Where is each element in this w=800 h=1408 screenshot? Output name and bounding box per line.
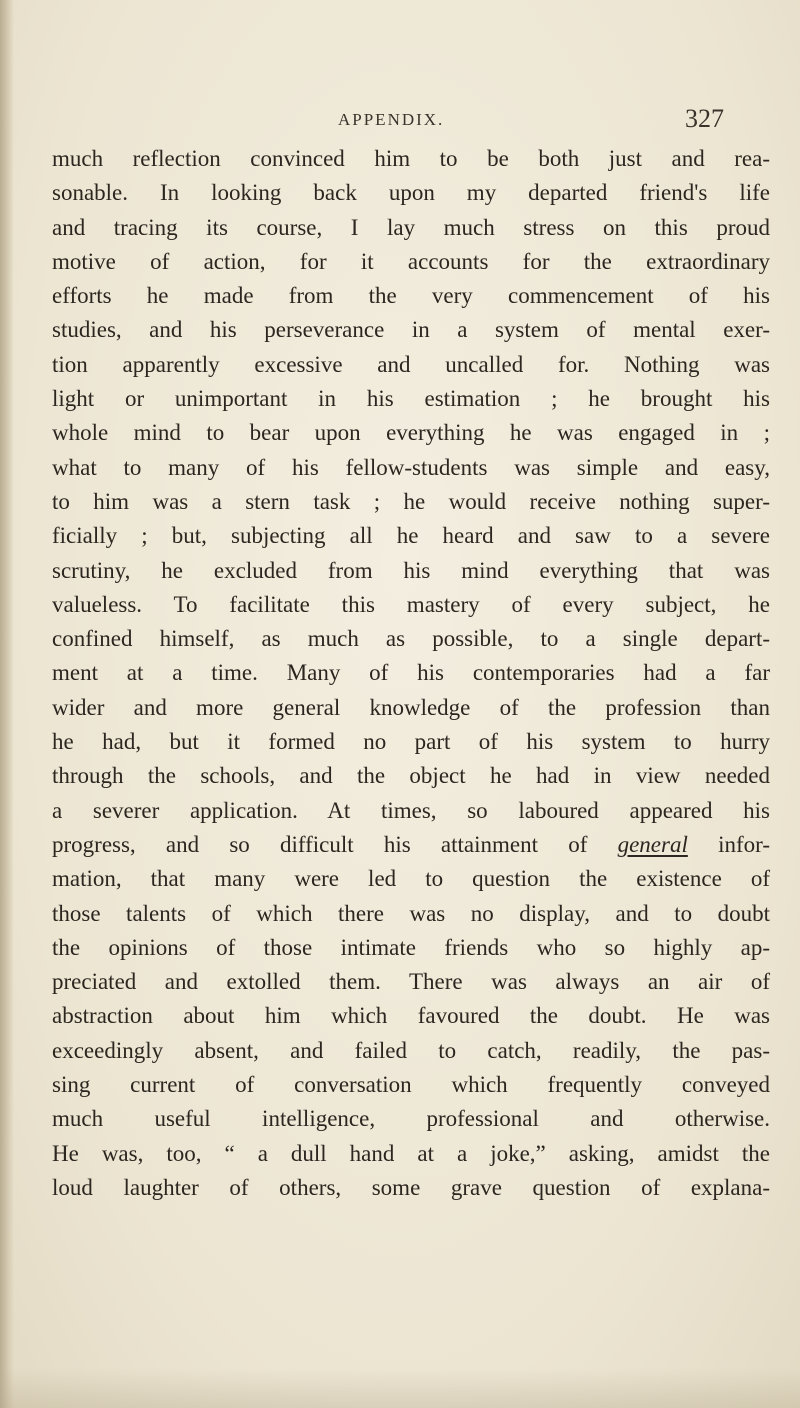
text-line: those talents of which there was no display, and to doubt [52,900,770,926]
text-line: loud laughter of others, some grave question of explana- [52,1174,770,1200]
page-number: 327 [685,104,724,133]
text-line: the opinions of those intimate friends who so highly ap- [52,934,770,960]
text-line: light or unimportant in his estimation ; he brought his [52,386,770,412]
text-line: sonable. In looking back upon my departed friend's life [52,180,770,206]
text-line-end: infor- [718,831,770,857]
text-line: much reflection convinced him to be both just and rea- [52,146,770,171]
text-line: what to many of his fellow-students was simple and easy, [52,454,770,480]
text-line: motive of action, for it accounts for the extraordinary [52,248,770,274]
text-line: valueless. To facilitate this mastery of every subject, he [52,591,770,617]
text-line: ment at a time. Many of his contemporaries had a far [52,660,770,686]
text-line: wider and more general knowledge of the profession than [52,694,770,720]
binding-edge [0,0,14,1408]
text-line: preciated and extolled them. There was always an air of [52,969,770,995]
text-line-with-italic [52,828,770,862]
text-line: He was, too, “ a dull hand at a joke,” asking, amidst the [52,1140,770,1166]
text-line: sing current of conversation which frequently conveyed [52,1072,770,1098]
text-line: whole mind to bear upon everything he was engaged in ; [52,420,770,446]
text-line: tion apparently excessive and uncalled for. Nothing was [52,351,770,377]
text-line: ficially ; but, subjecting all he heard and saw to a severe [52,523,770,549]
text-line: mation, that many were led to question the existence of [52,866,770,892]
text-line-start: progress, and so difficult his attainment of [52,831,588,857]
text-line: through the schools, and the object he had in view needed [52,763,770,789]
text-line: exceedingly absent, and failed to catch, readily, the pas- [52,1037,770,1063]
text-line: much useful intelligence, professional and otherwise. [52,1106,770,1132]
text-line: he had, but it formed no part of his system to hurry [52,729,770,755]
italic-word: general [617,831,688,857]
text-line: confined himself, as much as possible, to a single depart- [52,626,770,652]
text-line: efforts he made from the very commencement of his [52,283,770,309]
text-line: studies, and his perseverance in a system of mental exer- [52,317,770,343]
page-bottom-shadow [0,1368,800,1408]
text-line: scrutiny, he excluded from his mind everything that was [52,557,770,583]
running-title: APPENDIX. [338,110,445,129]
text-line: to him was a stern task ; he would receive nothing super- [52,488,770,514]
text-line: and tracing its course, I lay much stress on this proud [52,214,770,240]
text-line: abstraction about him which favoured the doubt. He was [52,1003,770,1029]
running-head [0,104,800,134]
text-line: a severer application. At times, so laboured appeared his [52,797,770,823]
body-text [52,142,770,1205]
